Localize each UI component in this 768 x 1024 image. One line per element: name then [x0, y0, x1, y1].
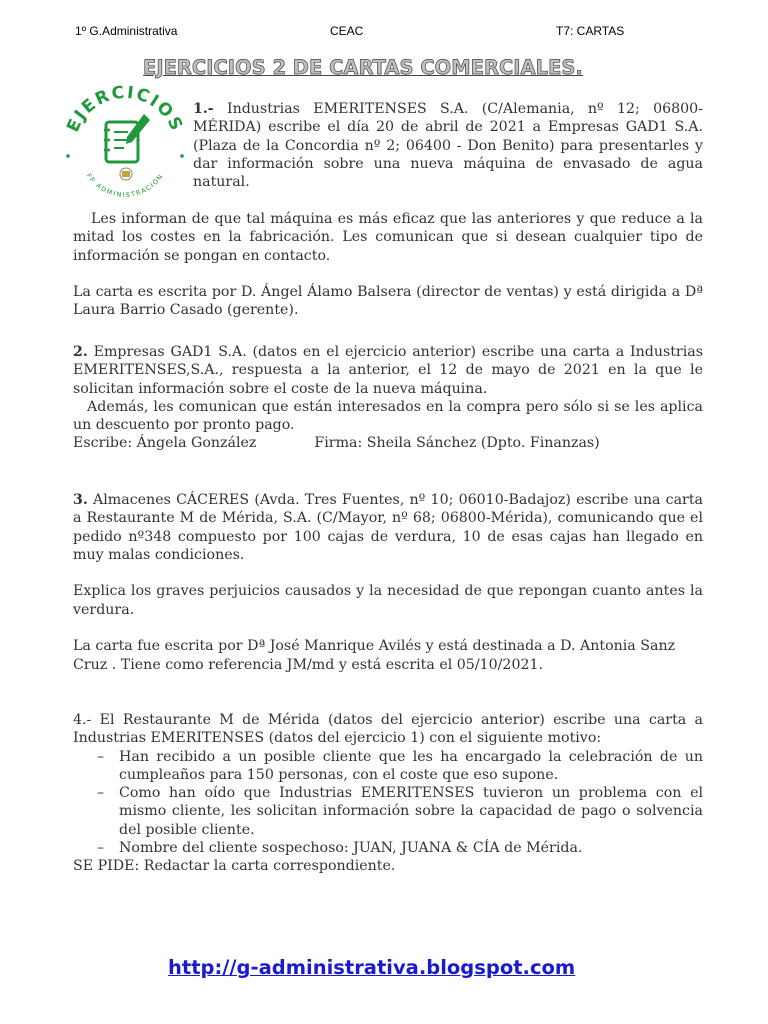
logo-arc-text: EJERCICIOS — [63, 82, 187, 136]
exercise-3-number: 3. — [73, 492, 88, 508]
list-item: – Han recibido a un posible cliente que les ha encargado la celebración de un cumpleaños para 150 personas, con el coste que eso supone. — [93, 748, 703, 785]
header-course: 1º G.Administrativa — [75, 24, 178, 38]
exercise-2-signatures — [73, 434, 703, 452]
header-institution: CEAC — [330, 24, 364, 38]
ejercicios-logo — [60, 78, 190, 208]
list-item: – Nombre del cliente sospechoso: JUAN, JUANA & CÍA de Mérida. — [93, 839, 703, 857]
notebook-pencil-icon — [60, 78, 190, 208]
svg-text:EJERCICIOS — [63, 83, 187, 136]
exercise-2 — [73, 343, 703, 453]
exercise-3-paragraph-2: Explica los graves perjuicios causados y la necesidad de que repongan cuanto antes la verdura. — [73, 583, 703, 618]
exercise-1-number: 1.- — [193, 101, 214, 117]
header-topic: T7: CARTAS — [556, 24, 625, 38]
exercise-3 — [73, 491, 703, 692]
exercise-2-paragraph-2: Además, les comunican que están interesados en la compra pero sólo si se les aplica un descuento por pronto pago. — [73, 398, 703, 434]
exercise-1-intro — [193, 100, 703, 191]
exercise-1-paragraph-3: La carta es escrita por D. Ángel Álamo Balsera (director de ventas) y está dirigida a Dª Laura Barrio Casado (gerente). — [73, 284, 703, 319]
exercise-1-paragraph-2: Les informan de que tal máquina es más eficaz que las anteriores y que reduce a la mitad los costes en la fabricación. Les comunican que si desean cualquier tipo de información se pongan en contacto. — [73, 211, 703, 264]
exercise-3-paragraph-3: La carta fue escrita por Dª José Manrique Avilés y está destinada a D. Antonia Sanz Cruz . Tiene como referencia JM/md y está escrita el 05/10/2021. — [73, 638, 676, 673]
blog-link[interactable]: http://g-administrativa.blogspot.com — [168, 956, 576, 979]
exercise-2-number: 2. — [73, 344, 88, 360]
exercise-1-text: Industrias EMERITENSES S.A. (C/Alemania, nº 12; 06800-MÉRIDA) escribe el día 20 de abril de 2021 a Empresas GAD1 S.A. (Plaza de la Concordia nº 2; 06400 - Don Benito) para presentarles y dar información sobre una nueva máquina de envasado de agua natural. — [193, 101, 703, 191]
exercise-4-closing: SE PIDE: Redactar la carta correspondiente. — [73, 858, 396, 875]
list-item: – Como han oído que Industrias EMERITENSES tuvieron un problema con el mismo cliente, les solicitan información sobre la capacidad de pago o solvencia del posible cliente. — [93, 784, 703, 839]
page-header — [0, 24, 768, 44]
exercise-4-paragraph-1: 4.- El Restaurante M de Mérida (datos del ejercicio anterior) escribe una carta a Industrias EMERITENSES (datos del ejercicio 1) con el siguiente motivo: — [73, 712, 703, 747]
page-title: EJERCICIOS 2 DE CARTAS COMERCIALES. — [143, 56, 583, 79]
exercise-4-list — [93, 748, 703, 858]
exercise-4 — [73, 711, 703, 876]
exercise-1-body — [73, 210, 703, 338]
logo-sub-text: FP ADMINISTRACIÓN — [84, 171, 166, 200]
exercise-2-paragraph-1: 2. Empresas GAD1 S.A. (datos en el ejercicio anterior) escribe una carta a Industrias EMERITENSES,S.A., respuesta a la anterior, el 12 de mayo de 2021 en la que le solicitan información sobre el coste de la nueva máquina. — [73, 344, 703, 397]
exercise-4-number: 4.- — [73, 712, 92, 728]
exercise-2-signer: Firma: Sheila Sánchez (Dpto. Finanzas) — [314, 435, 600, 452]
exercise-2-writer: Escribe: Ángela González — [73, 435, 257, 452]
exercise-3-paragraph-1: 3. Almacenes CÁCERES (Avda. Tres Fuentes, nº 10; 06010-Badajoz) escribe una carta a Restaurante M de Mérida, S.A. (C/Mayor, nº 68; 06800-Mérida), comunicando que el pedido nº348 compuesto por 100 cajas de verdura, 10 de esas cajas han llegado en muy malas condiciones. — [73, 492, 703, 563]
